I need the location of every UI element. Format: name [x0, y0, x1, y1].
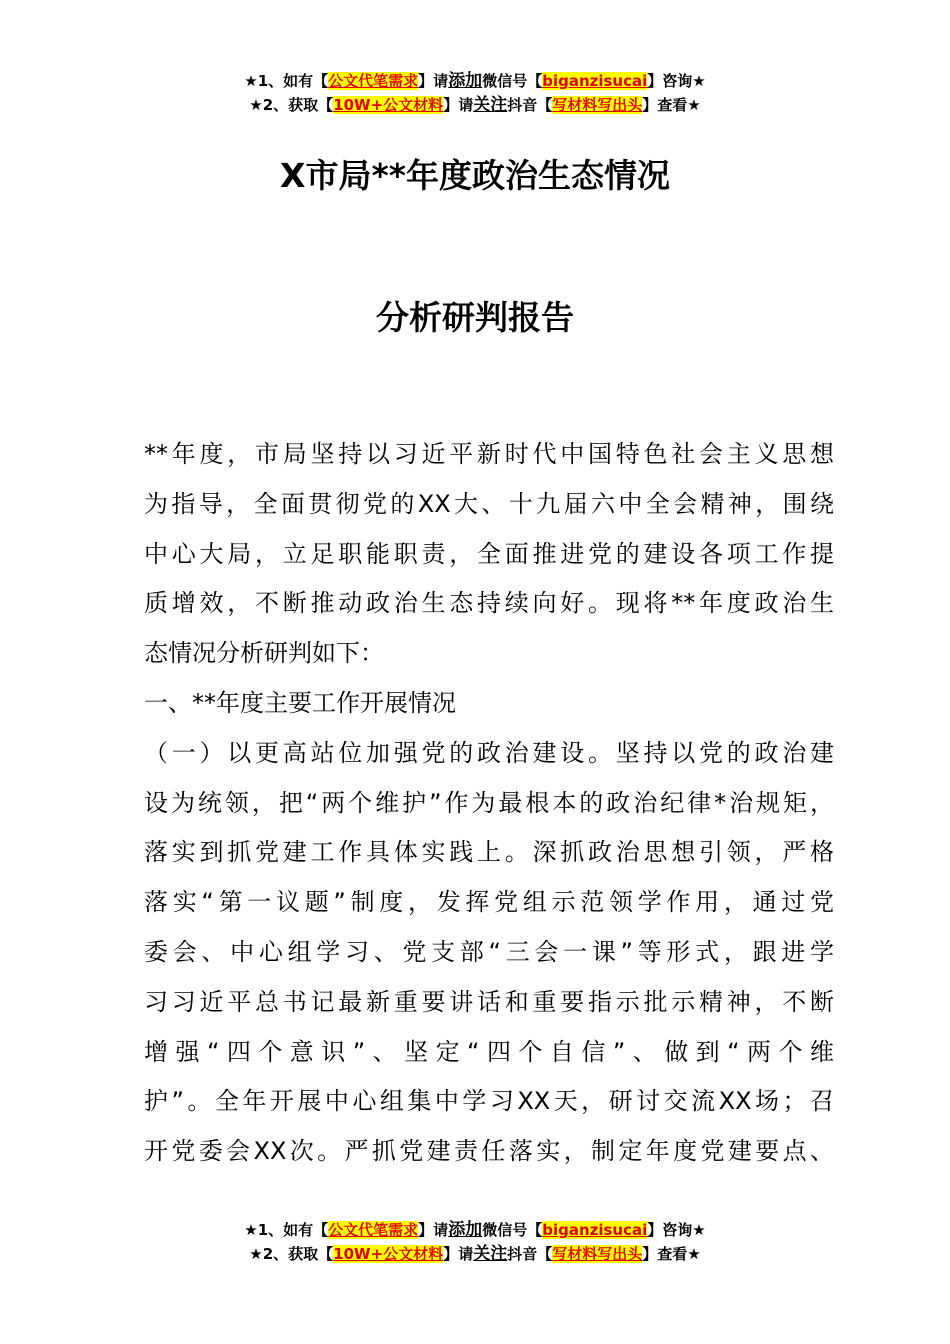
body-line: 态情况分析研判如下：: [144, 639, 384, 668]
banner-underline: 关注: [473, 1244, 508, 1264]
document-body: [144, 430, 834, 1177]
banner-highlight: 10W+公文材料: [333, 1245, 444, 1263]
body-line: 落实“第一议题”制度，发挥党组示范领学作用，通过党: [144, 888, 834, 917]
body-line: 中心大局，立足职能职责，全面推进党的建设各项工作提: [144, 539, 834, 568]
banner-text: 】查看★: [642, 96, 701, 114]
body-line: **年度，市局坚持以习近平新时代中国特色社会主义思想: [144, 440, 834, 468]
body-line: 质增效，不断推动政治生态持续向好。现将**年度政治生: [144, 589, 834, 618]
body-line: 委会、中心组学习、党支部“三会一课”等形式，跟进学: [144, 937, 834, 966]
banner-text: 】请: [443, 96, 474, 114]
banner-text: ★1、如有【: [244, 72, 329, 90]
banner-text: 微信号【: [482, 72, 543, 90]
banner-text: 】请: [443, 1245, 474, 1263]
banner-text: ★1、如有【: [244, 1221, 329, 1239]
banner-text: 】查看★: [642, 1245, 701, 1263]
body-line: 护”。全年开展中心组集中学习XX天，研讨交流XX场；召: [144, 1087, 834, 1116]
banner-underline: 添加: [448, 71, 483, 91]
banner-text: 】请: [418, 72, 449, 90]
banner-text: 抖音【: [507, 96, 553, 114]
banner-highlight: biganzisucai: [542, 72, 648, 90]
banner-line-1: [0, 69, 950, 93]
banner-underline: 关注: [473, 95, 508, 115]
banner-text: 】咨询★: [647, 72, 706, 90]
section-heading: 一、**年度主要工作开展情况: [144, 688, 456, 717]
banner-text: ★2、获取【: [249, 1245, 334, 1263]
banner-line-1: [0, 1218, 950, 1242]
banner-highlight: 10W+公文材料: [333, 96, 444, 114]
banner-text: 微信号【: [482, 1221, 543, 1239]
banner-text: ★2、获取【: [249, 96, 334, 114]
body-line: 设为统领，把“两个维护”作为最根本的政治纪律*治规矩，: [144, 788, 834, 817]
body-line: 增强“四个意识”、坚定“四个自信”、做到“两个维: [144, 1037, 834, 1066]
banner-text: 】请: [418, 1221, 449, 1239]
header-banner: [0, 69, 950, 117]
banner-highlight: 公文代笔需求: [328, 1221, 419, 1239]
banner-line-2: [0, 1242, 950, 1266]
body-line: 开党委会XX次。严抓党建责任落实，制定年度党建要点、: [144, 1137, 834, 1166]
banner-underline: 添加: [448, 1220, 483, 1240]
body-line: 习习近平总书记最新重要讲话和重要指示批示精神，不断: [144, 987, 834, 1016]
footer-banner: [0, 1218, 950, 1266]
banner-highlight: 写材料写出头: [552, 96, 643, 114]
body-line: 为指导，全面贯彻党的XX大、十九届六中全会精神，围绕: [144, 489, 834, 518]
banner-highlight: biganzisucai: [542, 1221, 648, 1239]
banner-highlight: 公文代笔需求: [328, 72, 419, 90]
document-title-line-2: 分析研判报告: [376, 298, 574, 337]
banner-text: 抖音【: [507, 1245, 553, 1263]
banner-highlight: 写材料写出头: [552, 1245, 643, 1263]
body-line: （一）以更高站位加强党的政治建设。坚持以党的政治建: [144, 738, 834, 767]
body-line: 落实到抓党建工作具体实践上。深抓政治思想引领，严格: [144, 838, 834, 867]
banner-text: 】咨询★: [647, 1221, 706, 1239]
document-title-line-1: X市局**年度政治生态情况: [280, 156, 670, 195]
banner-line-2: [0, 93, 950, 117]
